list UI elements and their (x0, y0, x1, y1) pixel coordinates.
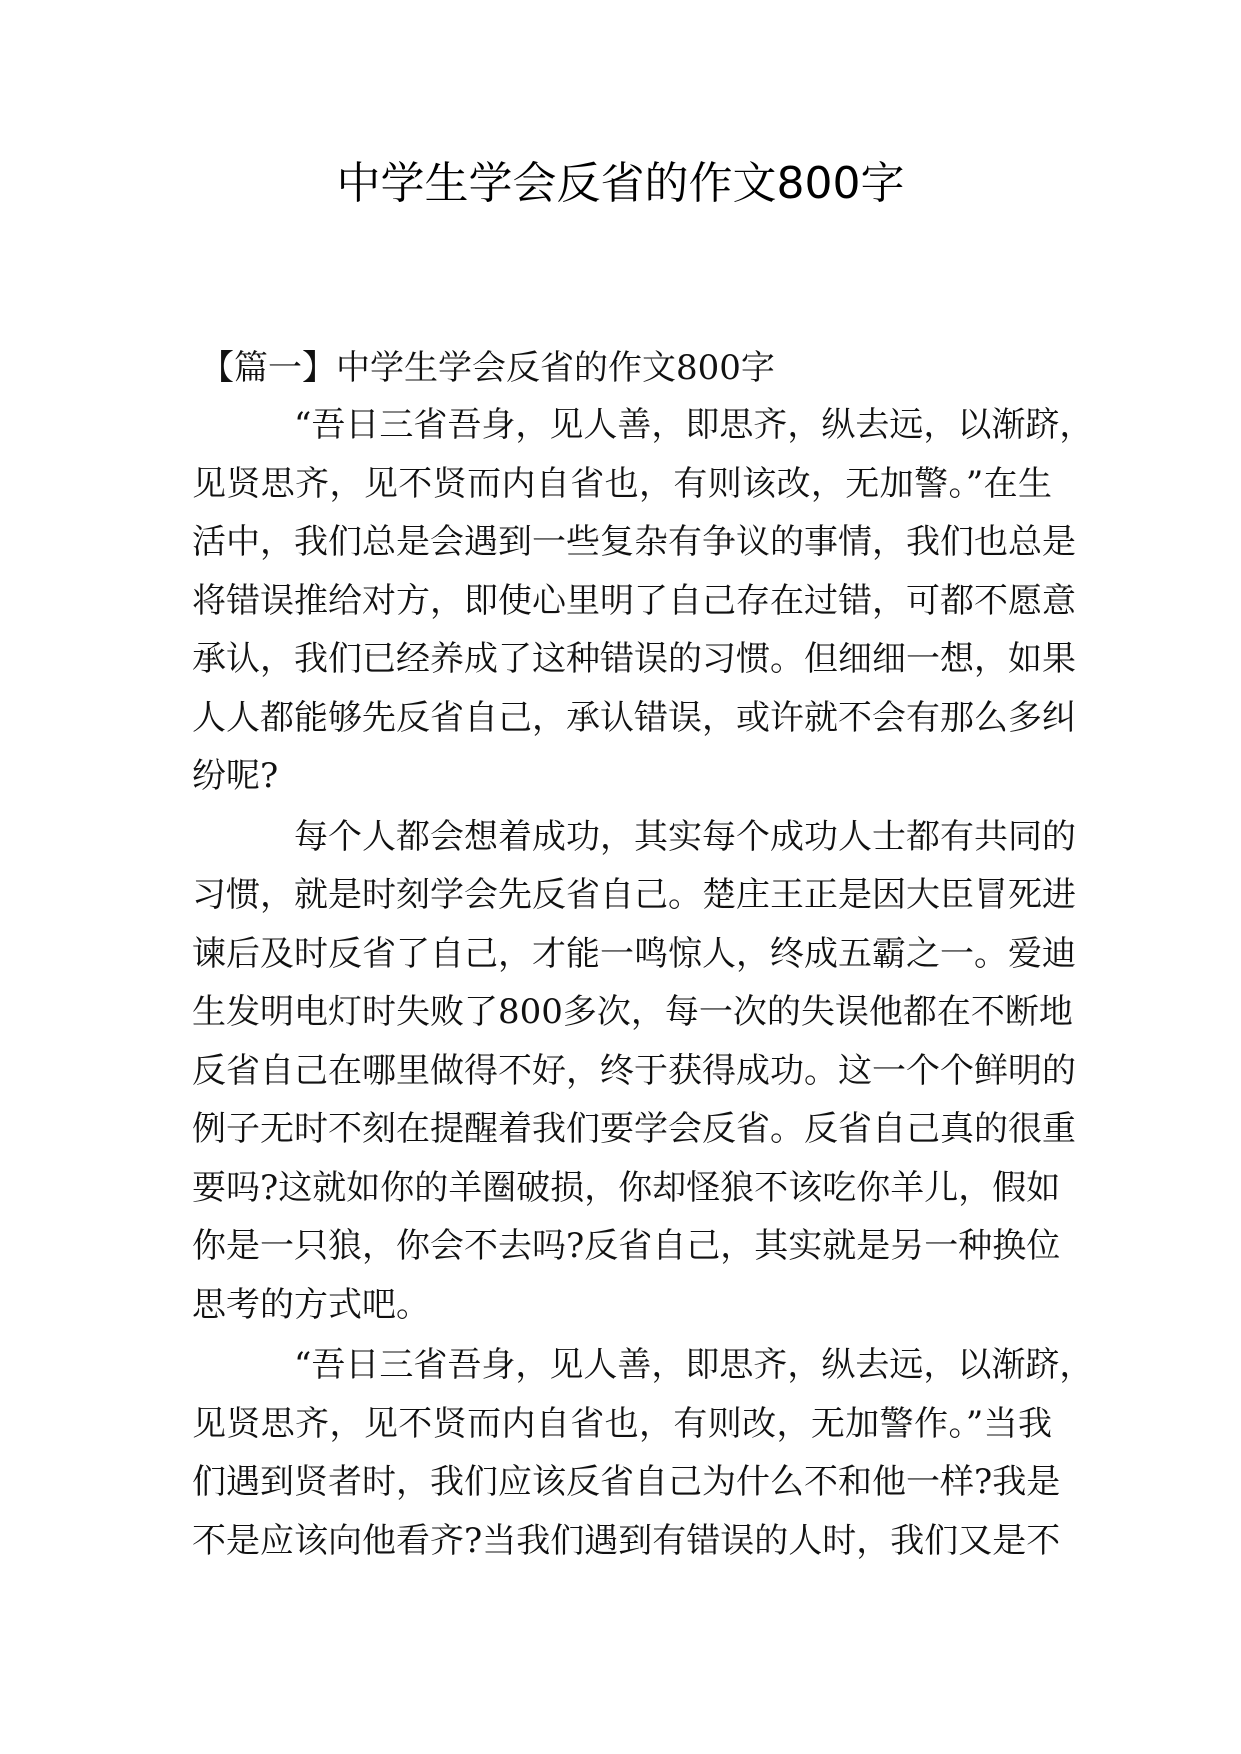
paragraph-line: 见贤思齐，见不贤而内自省也，有则该改，无加警。”在生 (192, 463, 1052, 504)
section-heading: 【篇一】中学生学会反省的作文800字 (200, 348, 775, 388)
paragraph-line: 你是一只狼，你会不去吗?反省自己，其实就是另一种换位 (192, 1226, 1061, 1266)
paragraph-line: 纷呢? (192, 756, 279, 796)
paragraph-3 (192, 1336, 1094, 1570)
paragraph-line: “吾日三省吾身，见人善，即思齐，纵去远，以渐跻， (294, 1345, 1094, 1385)
paragraph-line: 反省自己在哪里做得不好，终于获得成功。这一个个鲜明的 (192, 1050, 1076, 1091)
paragraph-line: 不是应该向他看齐?当我们遇到有错误的人时，我们又是不 (192, 1520, 1061, 1561)
paragraph-line: 例子无时不刻在提醒着我们要学会反省。反省自己真的很重 (192, 1109, 1076, 1149)
paragraph-line: 习惯，就是时刻学会先反省自己。楚庄王正是因大臣冒死进 (192, 875, 1076, 915)
paragraph-line: 见贤思齐，见不贤而内自省也，有则改，无加警作。”当我 (192, 1403, 1052, 1444)
paragraph-line: 人人都能够先反省自己，承认错误，或许就不会有那么多纠 (192, 697, 1076, 738)
document-title: 中学生学会反省的作文800字 (336, 158, 905, 209)
paragraph-line: 生发明电灯时失败了800多次，每一次的失误他都在不断地 (192, 992, 1073, 1032)
paragraph-line: 思考的方式吧。 (192, 1284, 430, 1325)
paragraph-line: 将错误推给对方，即使心里明了自己存在过错，可都不愿意 (192, 580, 1076, 621)
paragraph-1 (192, 396, 1094, 806)
paragraph-2 (192, 808, 1076, 1335)
paragraph-line: 们遇到贤者时，我们应该反省自己为什么不和他一样?我是 (192, 1462, 1061, 1502)
paragraph-line: 承认，我们已经养成了这种错误的习惯。但细细一想，如果 (192, 639, 1076, 679)
paragraph-line: 谏后及时反省了自己，才能一鸣惊人，终成五霸之一。爱迪 (192, 933, 1076, 974)
paragraph-line: 要吗?这就如你的羊圈破损，你却怪狼不该吃你羊儿，假如 (192, 1167, 1061, 1208)
paragraph-line: 每个人都会想着成功，其实每个成功人士都有共同的 (294, 816, 1076, 857)
paragraph-line: 活中，我们总是会遇到一些复杂有争议的事情，我们也总是 (192, 522, 1076, 562)
document-body (192, 340, 1094, 1572)
paragraph-line: “吾日三省吾身，见人善，即思齐，纵去远，以渐跻， (294, 405, 1094, 445)
